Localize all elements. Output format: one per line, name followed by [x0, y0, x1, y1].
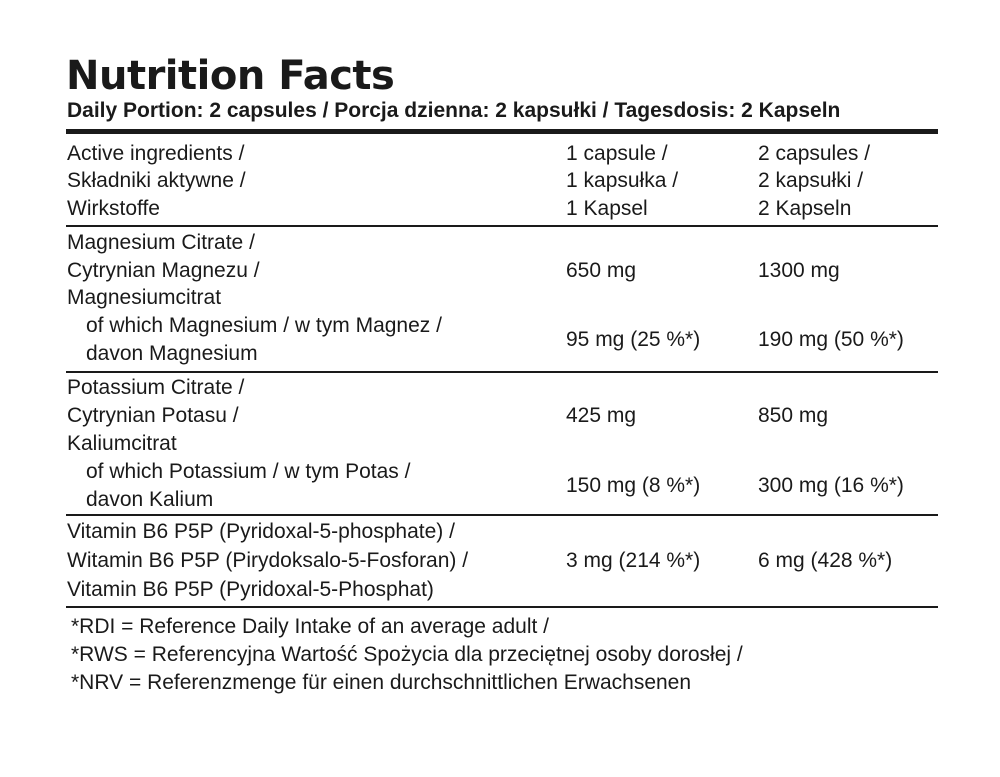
row-divider — [66, 225, 938, 227]
potassium-name-line-1: Potassium Citrate / — [67, 376, 245, 399]
potassium-one-capsule-value: 425 mg — [566, 404, 637, 427]
header-one-capsule-line-1: 1 capsule / — [566, 142, 668, 165]
header-two-capsules-line-3: 2 Kapseln — [758, 197, 852, 220]
magnesium-name-line-3: Magnesiumcitrat — [67, 286, 222, 309]
vitamin-b6-name-line-2: Witamin B6 P5P (Pirydoksalo-5-Fosforan) / — [67, 549, 469, 572]
potassium-name-line-2: Cytrynian Potasu / — [67, 404, 239, 427]
footnote-nrv: *NRV = Referenzmenge für einen durchschnittlichen Erwachsenen — [71, 671, 692, 694]
row-divider — [66, 514, 938, 516]
header-two-capsules-line-2: 2 kapsułki / — [758, 169, 864, 192]
potassium-sub-name-line-2: davon Kalium — [86, 488, 214, 511]
vitamin-b6-one-capsule-value: 3 mg (214 %*) — [566, 549, 701, 572]
header-ingredient-line-2: Składniki aktywne / — [67, 169, 246, 192]
magnesium-sub-one-capsule-value: 95 mg (25 %*) — [566, 328, 701, 351]
magnesium-one-capsule-value: 650 mg — [566, 259, 637, 282]
header-one-capsule-line-2: 1 kapsułka / — [566, 169, 679, 192]
row-divider — [66, 606, 938, 608]
footnote-rws: *RWS = Referencyjna Wartość Spożycia dla przeciętnej osoby dorosłej / — [71, 643, 743, 666]
potassium-name-line-3: Kaliumcitrat — [67, 432, 177, 455]
vitamin-b6-name-line-1: Vitamin B6 P5P (Pyridoxal-5-phosphate) / — [67, 520, 455, 543]
potassium-sub-one-capsule-value: 150 mg (8 %*) — [566, 474, 701, 497]
header-two-capsules-line-1: 2 capsules / — [758, 142, 871, 165]
magnesium-name-line-1: Magnesium Citrate / — [67, 231, 255, 254]
title-divider — [66, 129, 938, 134]
footnote-rdi: *RDI = Reference Daily Intake of an average adult / — [71, 615, 550, 638]
potassium-sub-name-line-1: of which Potassium / w tym Potas / — [86, 460, 411, 483]
page-title: Nutrition Facts — [66, 53, 395, 99]
magnesium-two-capsules-value: 1300 mg — [758, 259, 840, 282]
magnesium-sub-two-capsules-value: 190 mg (50 %*) — [758, 328, 904, 351]
daily-portion-subtitle: Daily Portion: 2 capsules / Porcja dzienna: 2 kapsułki / Tagesdosis: 2 Kapseln — [67, 99, 841, 122]
magnesium-name-line-2: Cytrynian Magnezu / — [67, 259, 260, 282]
magnesium-sub-name-line-1: of which Magnesium / w tym Magnez / — [86, 314, 442, 337]
header-ingredient-line-3: Wirkstoffe — [67, 197, 160, 220]
magnesium-sub-name-line-2: davon Magnesium — [86, 342, 258, 365]
row-divider — [66, 371, 938, 373]
vitamin-b6-name-line-3: Vitamin B6 P5P (Pyridoxal-5-Phosphat) — [67, 578, 434, 601]
vitamin-b6-two-capsules-value: 6 mg (428 %*) — [758, 549, 893, 572]
potassium-sub-two-capsules-value: 300 mg (16 %*) — [758, 474, 904, 497]
header-one-capsule-line-3: 1 Kapsel — [566, 197, 648, 220]
header-ingredient-line-1: Active ingredients / — [67, 142, 245, 165]
potassium-two-capsules-value: 850 mg — [758, 404, 829, 427]
